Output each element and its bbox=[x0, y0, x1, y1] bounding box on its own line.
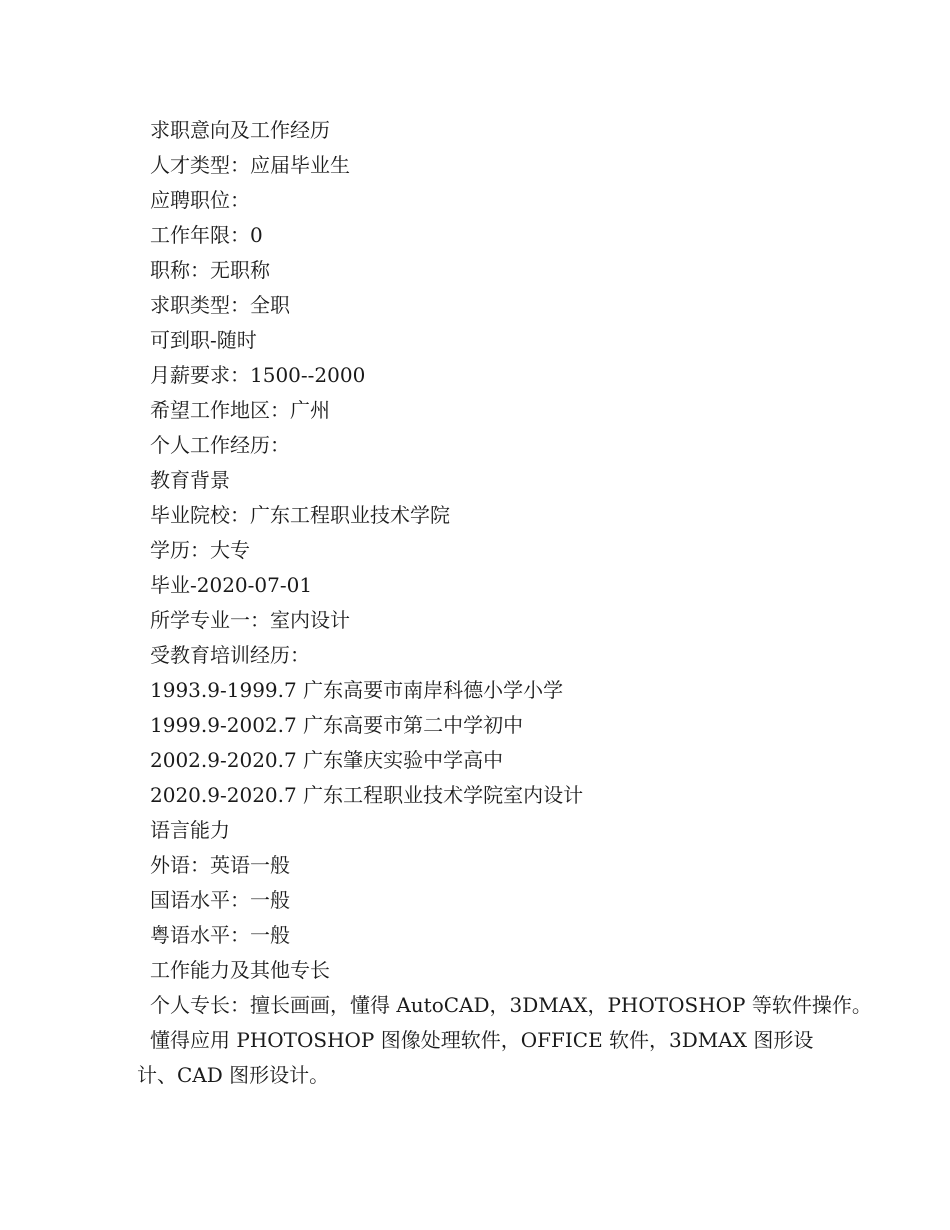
graduated-school: 毕业院校：广东工程职业技术学院 bbox=[150, 503, 450, 527]
education-entry: 1999.9-2002.7 广东高要市第二中学初中 bbox=[150, 713, 524, 737]
mandarin-level: 国语水平：一般 bbox=[150, 888, 290, 912]
education-level: 学历：大专 bbox=[150, 538, 250, 562]
salary-expectation: 月薪要求：1500--2000 bbox=[150, 363, 366, 387]
work-years: 工作年限：0 bbox=[150, 223, 263, 247]
personal-specialty: 个人专长：擅长画画，懂得 AutoCAD，3DMAX，PHOTOSHOP 等软件操作。 bbox=[150, 993, 872, 1017]
section-heading-language: 语言能力 bbox=[150, 818, 230, 842]
resume-body bbox=[137, 113, 872, 1093]
training-history-label: 受教育培训经历： bbox=[150, 643, 310, 667]
section-heading-skills: 工作能力及其他专长 bbox=[150, 958, 330, 982]
section-heading-education: 教育背景 bbox=[150, 468, 230, 492]
applied-position: 应聘职位： bbox=[150, 188, 250, 212]
availability: 可到职-随时 bbox=[150, 328, 257, 352]
professional-title: 职称：无职称 bbox=[150, 258, 270, 282]
software-skills-paragraph: 懂得应用 PHOTOSHOP 图像处理软件，OFFICE 软件，3DMAX 图形设计、CAD 图形设计。 bbox=[137, 1028, 814, 1087]
talent-type: 人才类型：应届毕业生 bbox=[150, 153, 350, 177]
major: 所学专业一：室内设计 bbox=[150, 608, 350, 632]
job-type: 求职类型：全职 bbox=[150, 293, 290, 317]
desired-work-area: 希望工作地区：广州 bbox=[150, 398, 330, 422]
education-entry: 2002.9-2020.7 广东肇庆实验中学高中 bbox=[150, 748, 504, 772]
graduation-date: 毕业-2020-07-01 bbox=[150, 573, 313, 597]
section-heading-job-intent: 求职意向及工作经历 bbox=[150, 118, 330, 142]
work-experience-label: 个人工作经历： bbox=[150, 433, 290, 457]
education-entry: 2020.9-2020.7 广东工程职业技术学院室内设计 bbox=[150, 783, 584, 807]
foreign-language: 外语：英语一般 bbox=[150, 853, 290, 877]
cantonese-level: 粤语水平：一般 bbox=[150, 923, 290, 947]
education-entry: 1993.9-1999.7 广东高要市南岸科德小学小学 bbox=[150, 678, 564, 702]
